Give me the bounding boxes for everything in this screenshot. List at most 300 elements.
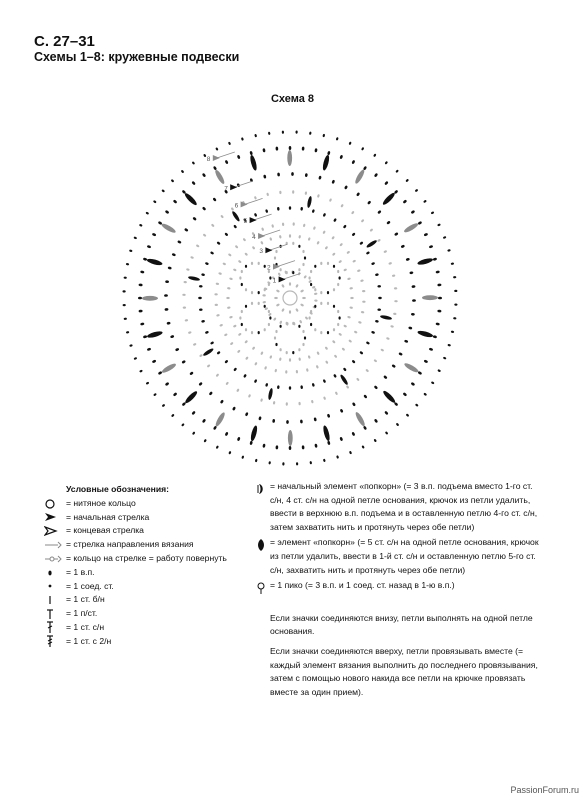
popcorn-petal-gray	[214, 411, 226, 427]
legend-item-label: = 1 п/ст.	[66, 608, 98, 619]
stitch-round-1	[281, 308, 285, 312]
stitch-round-8b	[405, 179, 409, 183]
lace-loop-stitch	[337, 270, 339, 273]
start-arrow-icon	[213, 155, 220, 161]
stitch-round-8b	[431, 381, 435, 385]
legend-item-label: = кольцо на стрелке = работу повернуть	[66, 552, 227, 563]
round-number-label: 7	[224, 185, 228, 193]
stitch-round-2	[299, 320, 302, 324]
lace-loop-stitch	[241, 310, 243, 313]
chain-icon	[44, 566, 66, 579]
direction-arrow	[269, 244, 287, 250]
stitch-round-8b	[192, 161, 196, 165]
stitch-round-5b	[358, 321, 362, 324]
stitch-round-5	[227, 306, 231, 309]
stitch-round-5	[279, 235, 282, 239]
stitch-round-1	[289, 310, 291, 314]
stitch-round-8	[202, 173, 206, 178]
stitch-round-8b	[282, 131, 284, 134]
lace-loop-stitch	[245, 265, 247, 268]
stitch-round-7	[170, 335, 174, 339]
popcorn-icon	[256, 536, 270, 577]
right-legend	[256, 480, 541, 705]
popcorn-petal-gray	[354, 168, 366, 184]
legend-item-label: = 1 соед. ст.	[66, 580, 114, 591]
stitch-round-5	[252, 246, 256, 250]
stitch-round-5b	[242, 238, 246, 242]
stitch-round-8b	[122, 290, 125, 292]
stitch-round-8	[275, 146, 278, 150]
stitch-round-5b	[230, 342, 234, 346]
stitch-round-5	[349, 306, 353, 309]
stitch-round-6	[265, 209, 268, 213]
lace-loop-stitch	[302, 263, 304, 266]
notes	[270, 612, 541, 700]
stitch-round-7	[286, 420, 289, 424]
stitch-round-5	[269, 355, 272, 359]
lace-loop-stitch	[327, 331, 329, 334]
stitch-round-6b	[351, 211, 355, 215]
stitch-round-5	[238, 260, 242, 264]
stitch-round-6b	[346, 385, 350, 389]
stitch-round-8b	[241, 137, 244, 141]
page-header	[34, 33, 239, 65]
stitch-round-8b	[309, 131, 312, 134]
round-number-label: 8	[206, 156, 211, 163]
stitch-round-8	[191, 181, 196, 186]
stitch-round-6b	[356, 377, 360, 381]
popcorn-petal	[417, 257, 434, 266]
stitch-round-8	[314, 444, 317, 448]
stitch-round-7	[331, 180, 335, 184]
stitch-round-8b	[139, 369, 143, 372]
lace-loop-stitch	[286, 322, 288, 325]
stitch-round-7	[172, 253, 176, 257]
stitch-round-6	[323, 379, 327, 383]
stitch-round-5b	[322, 230, 326, 234]
stitch-round-6b	[207, 364, 211, 368]
stitch-round-8b	[126, 263, 130, 266]
stitch-round-6b	[236, 388, 240, 392]
legend-item	[44, 538, 227, 552]
legend-item-label: = начальная стрелка	[66, 511, 150, 522]
stitch-round-6	[243, 374, 247, 378]
inner-popcorn	[380, 315, 392, 321]
stitch-round-5	[252, 346, 256, 350]
stitch-round-8b	[415, 189, 419, 193]
inner-popcorn	[231, 210, 241, 222]
start-arrow-icon	[258, 233, 265, 239]
stitch-round-7	[411, 285, 415, 288]
stitch-round-2	[314, 299, 318, 302]
legend-item	[44, 552, 227, 566]
popcorn-petal-gray	[354, 411, 366, 427]
stitch-round-8	[302, 445, 305, 449]
stitch-round-5b	[362, 290, 366, 293]
stitch-round-5b	[228, 253, 232, 257]
stitch-round-6	[254, 213, 258, 217]
stitch-round-8b	[192, 431, 196, 435]
popcorn-start-icon	[256, 480, 270, 534]
sc-icon	[44, 594, 66, 607]
stitch-round-7	[277, 172, 280, 176]
stitch-round-6b	[317, 194, 320, 198]
watermark: PassionForum.ru	[510, 785, 579, 795]
stitch-round-5	[332, 340, 336, 344]
stitch-round-5b	[237, 349, 241, 353]
stitch-round-6	[199, 285, 203, 288]
round-number-label: 5	[243, 218, 248, 226]
stitch-round-6b	[311, 400, 314, 404]
stitch-round-5b	[362, 301, 366, 303]
stitch-round-6	[233, 367, 237, 371]
stitch-round-6b	[211, 223, 215, 227]
lace-loop-stitch	[310, 323, 312, 326]
stitch-round-1	[295, 284, 299, 288]
stitch-round-6	[224, 359, 228, 363]
stitch-round-6b	[260, 398, 263, 402]
direction-arrow	[234, 181, 252, 187]
popcorn-petal	[417, 330, 434, 339]
stitch-round-8b	[296, 462, 298, 465]
stitch-round-7	[383, 375, 388, 379]
stitch-round-5b	[215, 304, 219, 307]
stitch-round-8	[339, 437, 343, 442]
stitch-round-8b	[384, 161, 388, 165]
lace-loop-stitch	[269, 316, 271, 319]
stitch-round-5	[316, 351, 320, 355]
stitch-round-5b	[264, 366, 267, 370]
stitch-round-8	[433, 257, 438, 261]
stitch-round-8b	[385, 431, 389, 435]
stitch-round-8b	[451, 262, 455, 265]
stitch-round-6	[201, 320, 205, 323]
stitch-round-8	[147, 245, 152, 249]
stitch-round-6b	[220, 215, 224, 219]
stitch-round-8b	[126, 331, 130, 334]
stitch-round-7	[356, 192, 360, 197]
stitch-round-5	[229, 316, 233, 319]
stitch-round-1	[300, 289, 304, 293]
stitch-round-8b	[181, 170, 185, 174]
stitch-round-6	[343, 224, 347, 228]
stitch-round-8	[152, 359, 157, 363]
stitch-round-6b	[203, 233, 207, 237]
stitch-round-5	[260, 241, 264, 245]
stitch-round-6	[277, 385, 280, 389]
stitch-round-6	[366, 341, 370, 345]
popcorn-petal-gray	[422, 295, 438, 300]
stitch-round-6b	[248, 394, 251, 398]
stitch-round-8	[411, 210, 416, 214]
start-arrow-icon	[279, 276, 286, 282]
stitch-round-8	[138, 310, 142, 313]
stitch-round-5	[338, 260, 342, 264]
stitch-round-8	[173, 392, 178, 397]
stitch-round-5	[227, 287, 231, 290]
crochet-chart	[95, 108, 485, 468]
stitch-round-8b	[431, 211, 435, 215]
stitch-round-8b	[171, 179, 175, 183]
stitch-round-8	[289, 146, 292, 150]
start-arrow-icon	[250, 217, 257, 223]
stitch-round-6b	[388, 262, 392, 265]
stitch-round-5b	[303, 224, 306, 228]
stitch-round-8b	[453, 276, 456, 279]
stitch-round-8b	[181, 423, 185, 427]
stitch-round-8	[138, 297, 142, 300]
stitch-round-6b	[188, 331, 192, 334]
stitch-round-8	[249, 441, 253, 446]
stitch-round-6	[378, 297, 382, 299]
stitch-round-6b	[225, 381, 229, 385]
stitch-round-6b	[335, 391, 338, 395]
stitch-round-8b	[453, 317, 456, 320]
stitch-round-7	[164, 308, 168, 311]
popcorn-petal	[184, 390, 199, 405]
stitch-round-6b	[329, 198, 332, 202]
stitch-round-7	[209, 391, 213, 396]
round-number-label: 4	[252, 234, 256, 241]
stitch-round-5b	[235, 245, 239, 249]
stitch-round-6	[375, 320, 379, 323]
stitch-round-5	[229, 277, 233, 280]
stitch-round-8	[165, 210, 170, 214]
stitch-round-8	[436, 322, 440, 325]
round-number-label: 1	[272, 277, 277, 285]
lace-loop-stitch	[264, 305, 266, 308]
stitch-round-8b	[451, 330, 455, 333]
stitch-round-6b	[190, 256, 194, 259]
stitch-round-6b	[298, 402, 300, 406]
lace-loop-stitch	[310, 283, 312, 286]
popcorn-petal-gray	[403, 362, 419, 374]
stitch-round-5	[279, 357, 282, 361]
stitch-round-5	[289, 358, 291, 361]
stitch-round-1	[289, 282, 291, 286]
popcorn-petal	[322, 425, 331, 442]
stitch-round-8	[165, 382, 170, 386]
popcorn-petal-gray	[403, 222, 419, 234]
legend-item	[44, 607, 227, 621]
stitch-round-6b	[273, 401, 276, 405]
stitch-round-8	[351, 160, 355, 165]
stitch-round-8	[158, 371, 163, 375]
stitch-round-5	[298, 357, 301, 361]
stitch-round-8b	[454, 290, 457, 292]
stitch-round-8b	[254, 134, 257, 138]
lace-loop-stitch	[286, 271, 288, 274]
popcorn-petal	[250, 425, 259, 442]
lace-loop-stitch	[251, 291, 253, 294]
popcorn-petal	[146, 258, 163, 267]
stitch-round-8b	[361, 445, 364, 449]
stitch-round-8b	[146, 381, 150, 385]
stitch-round-6	[366, 251, 370, 255]
stitch-round-5b	[341, 347, 345, 351]
stitch-round-5	[226, 297, 229, 299]
lace-loop-stitch	[337, 310, 339, 313]
legend-item-label: = концевая стрелка	[66, 525, 144, 536]
stitch-round-5b	[285, 370, 287, 374]
legend-item	[44, 524, 227, 538]
stitch-round-6b	[185, 319, 189, 322]
stitch-round-8b	[437, 369, 441, 372]
lace-loop-stitch	[320, 331, 322, 334]
stitch-round-2	[262, 294, 266, 297]
stitch-round-6	[216, 351, 220, 355]
stitch-round-2	[305, 316, 309, 320]
popcorn-petal	[183, 192, 198, 207]
stitch-round-5b	[354, 330, 358, 334]
stitch-round-6b	[361, 219, 365, 223]
stitch-round-8	[384, 181, 389, 186]
lace-loop-stitch	[333, 265, 335, 268]
stitch-round-5b	[282, 223, 285, 227]
direction-arrow	[262, 230, 280, 236]
stitch-round-8b	[447, 249, 451, 252]
lace-loop-stitch	[309, 316, 311, 319]
stitch-round-5b	[361, 311, 365, 314]
stitch-round-8b	[310, 461, 313, 464]
stitch-round-7	[412, 299, 416, 302]
stitch-round-7	[352, 402, 356, 407]
lace-loop-stitch	[275, 343, 277, 346]
stitch-round-8	[424, 359, 429, 363]
stitch-round-8b	[361, 147, 364, 151]
stitch-round-7	[367, 200, 371, 205]
stitch-round-5b	[224, 333, 228, 337]
legend-item-label: = нитяное кольцо	[66, 497, 136, 508]
stitch-round-8b	[437, 223, 441, 226]
stitch-round-6	[201, 273, 205, 276]
stitch-round-8	[138, 283, 142, 286]
stitch-round-7	[398, 352, 403, 356]
lace-loop-stitch	[274, 256, 276, 259]
stitch-round-7	[198, 382, 203, 387]
stitch-round-8	[152, 233, 157, 237]
stitch-round-6	[377, 285, 381, 288]
popcorn-petal-gray	[142, 296, 158, 301]
inner-popcorn	[268, 388, 274, 400]
stitch-round-5b	[293, 222, 295, 226]
inner-popcorn	[307, 196, 313, 208]
inner-popcorn	[188, 276, 200, 282]
stitch-round-2	[268, 313, 272, 317]
stitch-round-5	[325, 346, 329, 350]
stitch-round-6	[289, 386, 291, 390]
lace-loop-stitch	[314, 288, 316, 291]
stitch-round-8	[147, 347, 152, 351]
stitch-round-8b	[228, 451, 231, 455]
stitch-round-6	[205, 331, 209, 335]
stitch-round-7	[189, 371, 194, 375]
stitch-round-8	[314, 148, 317, 152]
stitch-round-8	[433, 335, 438, 339]
right-legend-list	[256, 480, 541, 600]
stitch-round-8b	[349, 451, 352, 455]
stitch-round-8b	[123, 276, 126, 279]
stitch-round-6b	[340, 204, 344, 208]
stitch-round-8b	[447, 344, 451, 347]
stitch-round-6	[375, 273, 379, 276]
stitch-round-8	[289, 446, 292, 450]
stitch-round-6	[265, 383, 268, 387]
stitch-round-5b	[216, 282, 220, 285]
stitch-round-5	[289, 234, 291, 237]
stitch-round-7	[212, 197, 216, 202]
lace-loop-stitch	[337, 323, 339, 326]
lace-loop-stitch	[292, 351, 294, 354]
stitch-round-1	[276, 303, 280, 307]
stitch-round-8b	[129, 344, 133, 347]
stitch-round-8b	[406, 413, 410, 417]
direction-arrow-icon	[44, 539, 66, 552]
stitch-round-7	[220, 399, 224, 404]
stitch-round-8	[403, 392, 408, 397]
center-ring	[283, 291, 297, 305]
stitch-round-5	[244, 340, 248, 344]
stitch-round-6b	[266, 193, 269, 197]
direction-arrow	[217, 152, 235, 158]
lace-loop-stitch	[320, 302, 322, 305]
stitch-round-5	[325, 246, 329, 250]
legend-item-label: = 1 в.п.	[66, 566, 95, 577]
stitch-round-6	[351, 232, 355, 236]
stitch-round-7	[232, 406, 236, 411]
stitch-round-8b	[323, 459, 326, 463]
stitch-round-8b	[322, 134, 325, 138]
lace-loop-stitch	[298, 325, 300, 328]
stitch-round-7	[374, 385, 379, 390]
start-arrow-icon	[230, 184, 237, 190]
stitch-round-6b	[292, 190, 294, 193]
stitch-round-7	[391, 364, 396, 368]
stitch-round-5b	[271, 224, 274, 228]
lace-loop-stitch	[314, 265, 316, 268]
stitch-round-7	[272, 419, 275, 423]
lace-loop-stitch	[245, 288, 247, 291]
stitch-round-5b	[313, 226, 316, 230]
stitch-round-8b	[373, 153, 377, 157]
popcorn-petal	[146, 330, 163, 339]
popcorn-petal-gray	[288, 430, 293, 446]
stitch-round-6b	[215, 373, 219, 377]
stitch-round-5	[298, 235, 301, 239]
lace-loop-stitch	[327, 302, 329, 305]
stitch-round-8	[213, 166, 217, 171]
legend-item-label: = 1 ст. с/н	[66, 621, 105, 632]
lace-loop-stitch	[333, 288, 335, 291]
popcorn-petal-gray	[160, 222, 176, 234]
stitch-round-5b	[216, 314, 220, 317]
stitch-round-8b	[423, 392, 427, 396]
lace-loop-stitch	[320, 262, 322, 265]
stitch-round-6	[254, 379, 258, 383]
lace-loop-stitch	[245, 328, 247, 331]
end-arrow-icon	[44, 525, 66, 538]
stitch-round-6	[205, 262, 209, 266]
stitch-round-6b	[323, 396, 326, 400]
stitch-round-5	[350, 297, 353, 299]
lace-loop-stitch	[292, 271, 294, 274]
stitch-round-6	[289, 206, 291, 210]
stitch-round-8	[275, 445, 278, 449]
stitch-round-6	[233, 224, 237, 228]
stitch-round-7	[411, 313, 415, 316]
stitch-round-5b	[357, 269, 361, 272]
stitch-round-8	[429, 347, 434, 351]
